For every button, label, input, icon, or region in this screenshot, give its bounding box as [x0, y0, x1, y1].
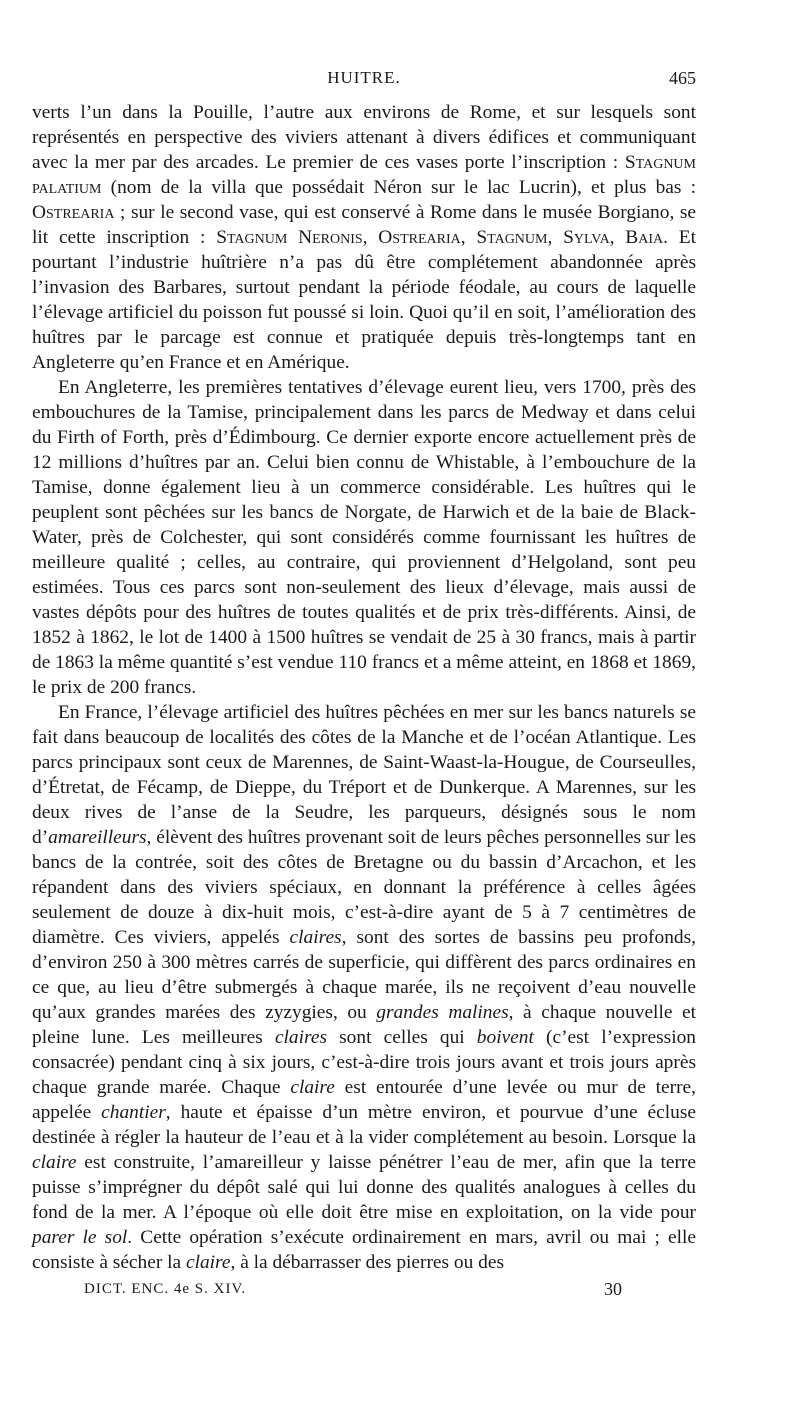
page — [32, 60, 696, 1275]
text-run: est construite, l’amareilleur y laisse pénétrer l’eau de mer, afin que la terre puisse s’imprégner du dépôt salé qui lui donne des qualités analogues à celles du fond de la mer. A l’époque où elle doit être mise en exploitation, on la vide pour — [32, 1152, 696, 1223]
body-paragraph — [32, 100, 696, 375]
text-run: est entourée d’une levée ou mur de terre, appelée — [32, 1077, 696, 1123]
text-run: , élèvent des huîtres provenant soit de leurs pêches personnelles sur les bancs de la contrée, soit des côtes de Bretagne ou du bassin d’Arcachon, et les répandent dans des viviers spéciaux, en donnant la préférence à celles âgées seulement de douze à dix-huit mois, c’est-à-dire ayant de 5 à 7 centimètres de diamètre. Ces viviers, appelés — [32, 827, 696, 948]
italic-term: claires — [289, 927, 342, 948]
text-run: ; sur le second vase, qui est conservé à Rome dans le musée Borgiano, se lit cette inscription : — [32, 202, 696, 248]
text-run: , à la débarrasser des pierres ou des — [230, 1252, 505, 1273]
running-head: HUITRE. — [327, 68, 401, 87]
text-run: (nom de la villa que possédait Néron sur le lac Lucrin), et plus bas : — [101, 177, 696, 198]
text-run: En France, l’élevage artificiel des huîtres pêchées en mer sur les bancs naturels se fait dans beaucoup de localités des côtes de la Manche et de l’océan Atlantique. Les parcs principaux sont ceux de Marennes, de Saint-Waast-la-Hougue, de Courseulles, d’Étretat, de Fécamp, de Dieppe, du Tréport et de Dunkerque. A Marennes, sur les deux rives de l’anse de la Seudre, les parqueurs, désignés sous le nom d’ — [32, 702, 696, 848]
inscription-text: Ostrearia — [32, 202, 115, 223]
text-run: (c’est l’expression consacrée) pendant cinq à six jours, c’est-à-dire trois jours avant et trois jours après chaque grande marée. Chaque — [32, 1027, 696, 1098]
italic-term: chantier — [101, 1102, 166, 1123]
italic-term: claires — [274, 1027, 327, 1048]
sheet-number: 30 — [604, 1279, 622, 1299]
italic-term: boivent — [476, 1027, 534, 1048]
text-run: En Angleterre, les premières tentatives d’élevage eurent lieu, vers 1700, près des embouchures de la Tamise, principalement dans les parcs de Medway et dans celui du Firth of Forth, près d’Édimbourg. Ce dernier exporte encore actuellement près de 12 millions d’huîtres par an. Celui bien connu de Whistable, à l’embouchure de la Tamise, donne également lieu à un commerce considérable. Les huîtres qui le peuplent sont pêchées sur les bancs de Norgate, de Harwich et de la baie de Black-Water, près de Colchester, qui sont considérés comme fournissant les huîtres de meilleure qualité ; celles, au contraire, qui proviennent d’Helgoland, sont peu estimées. Tous ces parcs sont non-seulement des lieux d’élevage, mais aussi de vastes dépôts pour des huîtres de toutes qualités et de prix très-différents. Ainsi, de 1852 à 1862, le lot de 1400 à 1500 huîtres se vendait de 25 à 30 francs, mais à partir de 1863 la même quantité s’est vendue 110 francs et a même atteint, en 1868 et 1869, le prix de 200 francs. — [32, 377, 696, 698]
body-paragraph — [32, 700, 696, 1275]
text-run: sont celles qui — [327, 1027, 477, 1048]
text-run: , à chaque nouvelle et pleine lune. Les meilleures — [32, 1002, 696, 1048]
body-paragraph — [32, 375, 696, 700]
page-number: 465 — [669, 68, 696, 88]
italic-term: amareilleurs — [48, 827, 147, 848]
page-footer — [84, 1281, 644, 1305]
printer-signature: DICT. ENC. 4e S. XIV. — [84, 1281, 247, 1297]
italic-term: claire — [32, 1152, 77, 1173]
italic-term: claire — [185, 1252, 231, 1273]
page-header — [32, 60, 696, 100]
italic-term: parer le sol — [32, 1227, 128, 1248]
italic-term: grandes malines — [376, 1002, 509, 1023]
italic-term: claire — [290, 1077, 335, 1098]
text-run: . Et pourtant l’industrie huîtrière n’a pas dû être complétement abandonnée après l’invasion des Barbares, surtout pendant la période féodale, au cours de laquelle l’élevage artificiel du poisson fut poussé si loin. Quoi qu’il en soit, l’amélioration des huîtres par le parcage est connue et pratiquée depuis très-longtemps tant en Angleterre qu’en France et en Amérique. — [32, 227, 697, 373]
inscription-text: Stagnum Neronis, Ostrearia, Stagnum, Sylva, Baia — [216, 227, 664, 248]
text-run: , sont des sortes de bassins peu profonds, d’environ 250 à 300 mètres carrés de superficie, qui diffèrent des parcs ordinaires en ce que, au lieu d’être submergés à chaque marée, ils ne reçoivent d’eau nouvelle qu’aux grandes marées des zyzygies, ou — [32, 927, 696, 1023]
body-text — [32, 100, 696, 1275]
text-run: verts l’un dans la Pouille, l’autre aux environs de Rome, et sur lesquels sont représentés en perspective des viviers attenant à divers édifices et communiquant avec la mer par des arcades. Le premier de ces vases porte l’inscription : — [32, 102, 696, 173]
text-run: , haute et épaisse d’un mètre environ, et pourvue d’une écluse destinée à régler la hauteur de l’eau et à la vider complétement au besoin. Lorsque la — [32, 1102, 696, 1148]
inscription-text: Stagnum palatium — [32, 152, 696, 198]
text-run: . Cette opération s’exécute ordinairement en mars, avril ou mai ; elle consiste à sécher la — [32, 1227, 696, 1273]
